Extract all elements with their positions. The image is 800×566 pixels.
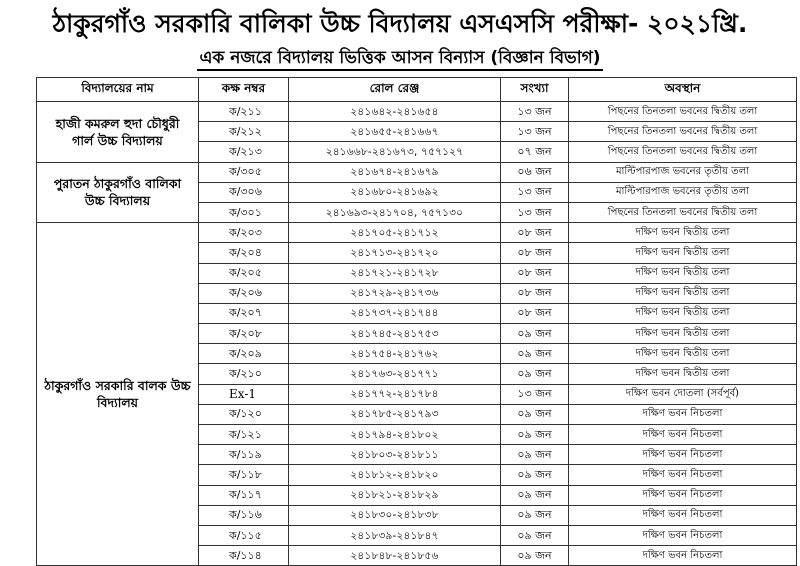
roll-range-cell: ২৪১৭৮৫-২৪১৭৯৩ [289,404,501,424]
roll-range-cell: ২৪১৬৯৩-২৪১৭০৪, ৭৫৭১৩০ [289,202,501,222]
count-cell: ০৯ জন [501,525,569,545]
roll-range-cell: ২৪১৭২৯-২৪১৭৩৬ [289,283,501,303]
header-count: সংখ্যা [501,78,569,102]
roll-range-cell: ২৪১৭৪৫-২৪১৭৫৩ [289,324,501,344]
room-cell: ক/১১৪ [199,546,289,566]
location-cell: দক্ষিণ ভবন দ্বিতীয় তলা [569,223,797,243]
location-cell: পিছনের তিনতলা ভবনের দ্বিতীয় তলা [569,102,797,122]
room-cell: ক/২০৩ [199,223,289,243]
room-cell: Ex-1 [199,384,289,404]
count-cell: ০৯ জন [501,364,569,384]
room-cell: ক/২০৯ [199,344,289,364]
room-cell: ক/৩০৬ [199,182,289,202]
count-cell: ০৯ জন [501,505,569,525]
room-cell: ক/১২০ [199,404,289,424]
count-cell: ০৮ জন [501,263,569,283]
room-cell: ক/১১৭ [199,485,289,505]
roll-range-cell: ২৪১৮৩৯-২৪১৮৪৭ [289,525,501,545]
location-cell: দক্ষিণ ভবন নিচতলা [569,425,797,445]
roll-range-cell: ২৪১৬৪২-২৪১৬৫৪ [289,102,501,122]
room-cell: ক/২০৫ [199,263,289,283]
page-subtitle: এক নজরে বিদ্যালয় ভিত্তিক আসন বিন্যাস (বিজ্ঞান বিভাগ) [197,47,602,71]
room-cell: ক/২০৭ [199,303,289,323]
room-cell: ক/২১৩ [199,142,289,162]
count-cell: ০৬ জন [501,162,569,182]
location-cell: দক্ষিণ ভবন দ্বিতীয় তলা [569,283,797,303]
location-cell: দক্ষিণ ভবন দ্বিতীয় তলা [569,243,797,263]
count-cell: ১৩ জন [501,182,569,202]
location-cell: দক্ষিণ ভবন দ্বিতীয় তলা [569,303,797,323]
count-cell: ১৩ জন [501,384,569,404]
location-cell: দক্ষিণ ভবন নিচতলা [569,465,797,485]
count-cell: ০৯ জন [501,344,569,364]
location-cell: দক্ষিণ ভবন দোতলা (সর্বপূর্ব) [569,384,797,404]
header-room: কক্ষ নম্বর [199,78,289,102]
room-cell: ক/২০৮ [199,324,289,344]
table-row [37,162,797,182]
count-cell: ১৩ জন [501,122,569,142]
header-location: অবস্থান [569,78,797,102]
roll-range-cell: ২৪১৭৯৪-২৪১৮০২ [289,425,501,445]
roll-range-cell: ২৪১৭৫৪-২৪১৭৬২ [289,344,501,364]
count-cell: ০৯ জন [501,485,569,505]
room-cell: ক/২১০ [199,364,289,384]
roll-range-cell: ২৪১৮০৩-২৪১৮১১ [289,445,501,465]
header-roll: রোল রেঞ্জ [289,78,501,102]
location-cell: দক্ষিণ ভবন দ্বিতীয় তলা [569,364,797,384]
roll-range-cell: ২৪১৭৭২-২৪১৭৮৪ [289,384,501,404]
location-cell: মাল্টিপারপাজ ভবনের তৃতীয় তলা [569,162,797,182]
location-cell: পিছনের তিনতলা ভবনের দ্বিতীয় তলা [569,202,797,222]
roll-range-cell: ২৪১৬৭৪-২৪১৬৭৯ [289,162,501,182]
count-cell: ০৯ জন [501,425,569,445]
location-cell: মাল্টিপারপাজ ভবনের তৃতীয় তলা [569,182,797,202]
page-title: ঠাকুরগাঁও সরকারি বালিকা উচ্চ বিদ্যালয় এসএসসি পরীক্ষা- ২০২১খ্রি. [52,9,748,38]
table-body [37,102,797,566]
location-cell: দক্ষিণ ভবন দ্বিতীয় তলা [569,344,797,364]
location-cell: দক্ষিণ ভবন নিচতলা [569,505,797,525]
count-cell: ০৮ জন [501,303,569,323]
room-cell: ক/১১৮ [199,465,289,485]
roll-range-cell: ২৪১৬৮০-২৪১৬৯২ [289,182,501,202]
room-cell: ক/৩০৫ [199,162,289,182]
roll-range-cell: ২৪১৭০৫-২৪১৭১২ [289,223,501,243]
header-school: বিদ্যালয়ের নাম [37,78,199,102]
room-cell: ক/২১২ [199,122,289,142]
roll-range-cell: ২৪১৭১৩-২৪১৭২০ [289,243,501,263]
count-cell: ০৯ জন [501,465,569,485]
room-cell: ক/১১৯ [199,445,289,465]
location-cell: পিছনের তিনতলা ভবনের দ্বিতীয় তলা [569,142,797,162]
school-name-cell: হাজী কমরুল হুদা চৌধুরী গার্ল উচ্চ বিদ্যালয় [37,102,199,163]
location-cell: দক্ষিণ ভবন নিচতলা [569,445,797,465]
header-row [37,78,797,102]
room-cell: ক/১১৫ [199,525,289,545]
count-cell: ০৯ জন [501,445,569,465]
location-cell: দক্ষিণ ভবন নিচতলা [569,546,797,566]
roll-range-cell: ২৪১৬৬৮-২৪১৬৭৩, ৭৫৭১২৭ [289,142,501,162]
roll-range-cell: ২৪১৭৬৩-২৪১৭৭১ [289,364,501,384]
count-cell: ০৮ জন [501,223,569,243]
roll-range-cell: ২৪১৭৩৭-২৪১৭৪৪ [289,303,501,323]
roll-range-cell: ২৪১৮৪৮-২৪১৮৫৬ [289,546,501,566]
count-cell: ০৯ জন [501,546,569,566]
count-cell: ১৩ জন [501,102,569,122]
table-row [37,102,797,122]
table-header [37,78,797,102]
location-cell: দক্ষিণ ভবন দ্বিতীয় তলা [569,324,797,344]
subtitle-wrap [0,47,800,71]
room-cell: ক/২০৬ [199,283,289,303]
count-cell: ০৮ জন [501,283,569,303]
location-cell: দক্ষিণ ভবন নিচতলা [569,485,797,505]
seat-plan-table [36,77,797,566]
location-cell: পিছনের তিনতলা ভবনের দ্বিতীয় তলা [569,122,797,142]
count-cell: ০৭ জন [501,142,569,162]
school-name-cell: পুরাতন ঠাকুরগাঁও বালিকা উচ্চ বিদ্যালয় [37,162,199,223]
location-cell: দক্ষিণ ভবন দ্বিতীয় তলা [569,263,797,283]
roll-range-cell: ২৪১৬৫৫-২৪১৬৬৭ [289,122,501,142]
room-cell: ক/২০৪ [199,243,289,263]
roll-range-cell: ২৪১৮১২-২৪১৮২০ [289,465,501,485]
roll-range-cell: ২৪১৮৩০-২৪১৮৩৮ [289,505,501,525]
location-cell: দক্ষিণ ভবন নিচতলা [569,525,797,545]
location-cell: দক্ষিণ ভবন নিচতলা [569,404,797,424]
count-cell: ০৮ জন [501,243,569,263]
school-name-cell: ঠাকুরগাঁও সরকারি বালক উচ্চ বিদ্যালয় [37,223,199,566]
room-cell: ক/১২১ [199,425,289,445]
room-cell: ক/২১১ [199,102,289,122]
count-cell: ০৯ জন [501,324,569,344]
room-cell: ক/৩০১ [199,202,289,222]
roll-range-cell: ২৪১৭২১-২৪১৭২৮ [289,263,501,283]
roll-range-cell: ২৪১৮২১-২৪১৮২৯ [289,485,501,505]
count-cell: ০৯ জন [501,404,569,424]
room-cell: ক/১১৬ [199,505,289,525]
table-row [37,223,797,243]
count-cell: ১৩ জন [501,202,569,222]
